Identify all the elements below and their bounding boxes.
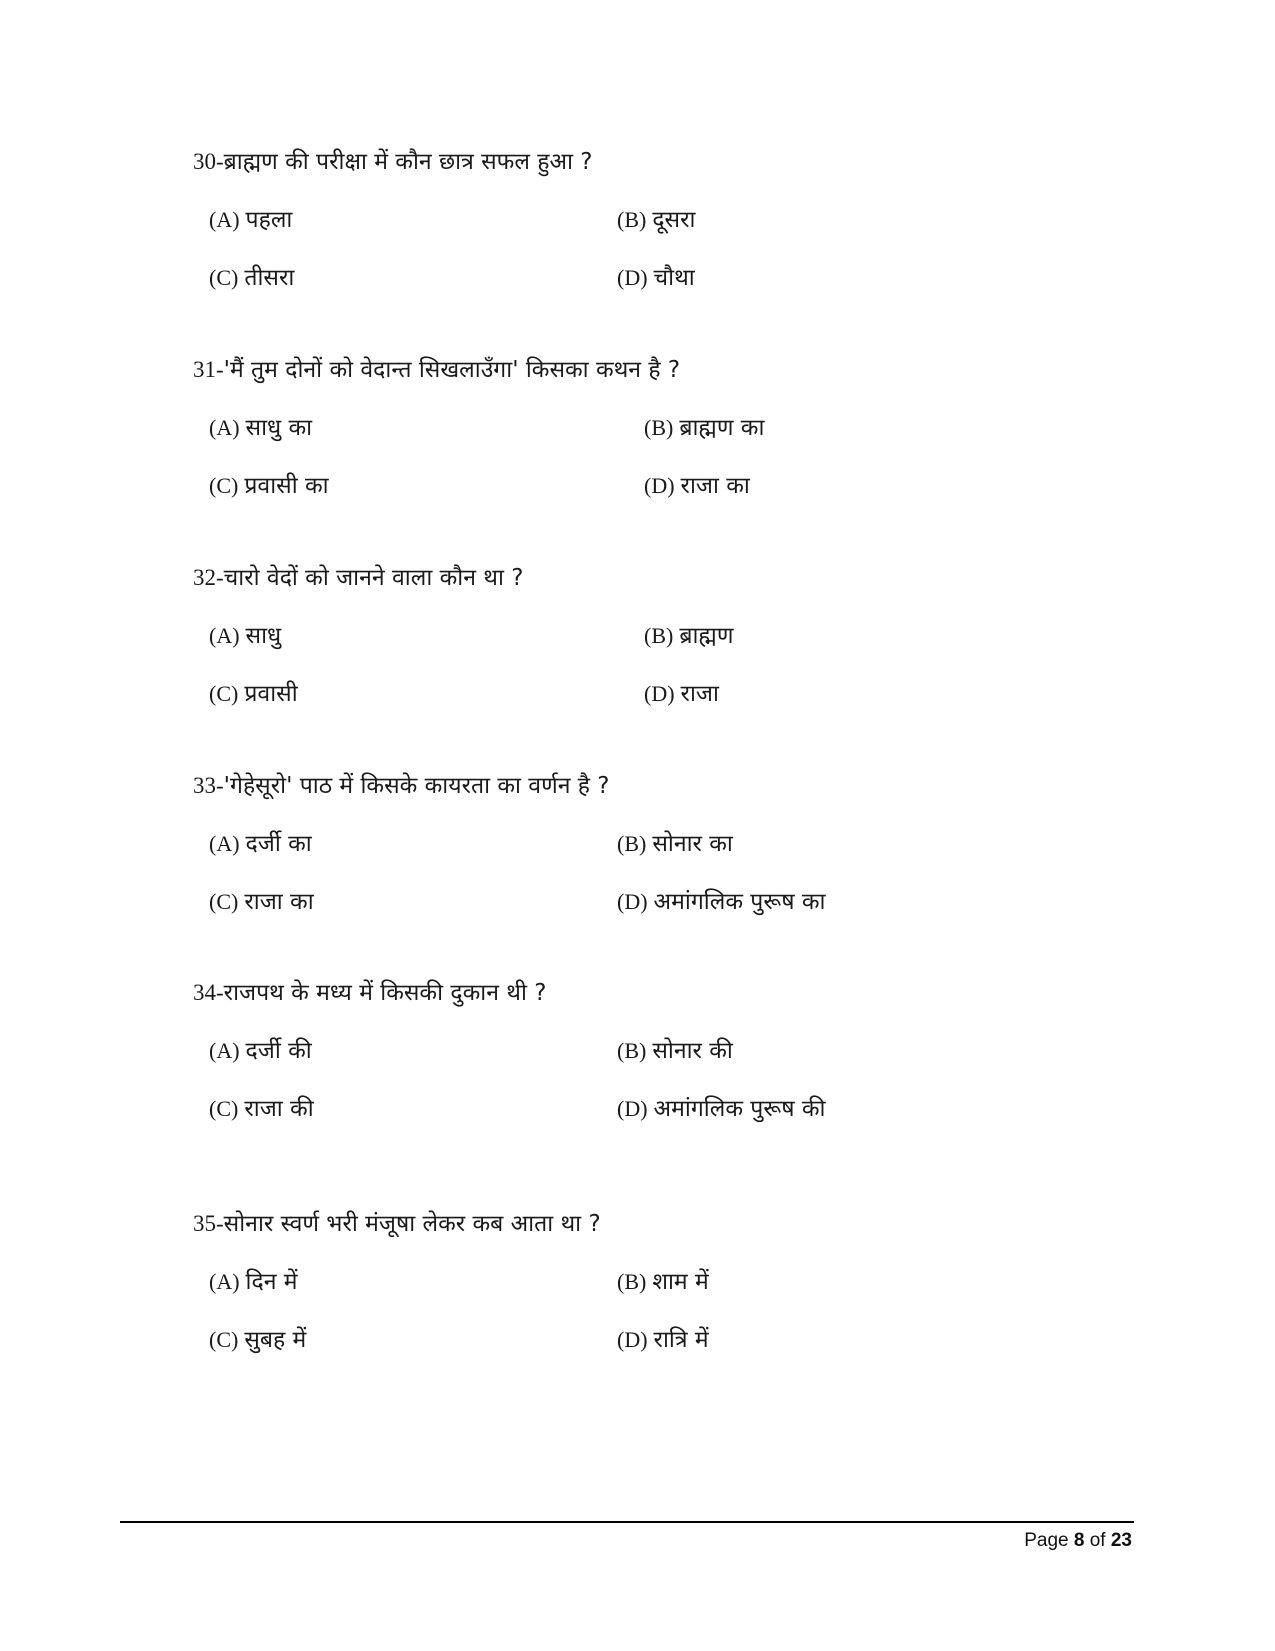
option-letter: (A) [209,207,240,232]
page-of: of [1089,1530,1106,1551]
question-stem: राजपथ के मध्य में किसकी दुकान थी ? [223,980,547,1006]
option-d [617,887,825,917]
option-d [644,679,719,709]
option-b [644,621,733,651]
option-text: प्रवासी [244,681,298,707]
question-text [193,563,523,593]
option-letter: (B) [644,415,674,440]
option-a [209,621,281,651]
option-d [617,1325,709,1355]
question-number: 30- [193,149,224,174]
question-stem: 'मैं तुम दोनों को वेदान्त सिखलाउँगा' किसका कथन है ? [223,357,681,383]
option-a [209,205,292,235]
question-number: 33- [193,773,224,798]
option-b [617,829,733,859]
option-text: शाम में [652,1269,709,1295]
option-letter: (B) [617,831,647,856]
option-text: दूसरा [652,207,696,233]
option-a [209,1036,312,1066]
option-letter: (D) [644,681,675,706]
option-letter: (C) [209,889,239,914]
option-letter: (A) [209,831,240,856]
question-stem: सोनार स्वर्ण भरी मंजूषा लेकर कब आता था ? [223,1211,601,1237]
option-letter: (A) [209,415,240,440]
question-text [193,771,610,801]
option-text: राजा की [244,1096,314,1122]
option-letter: (B) [644,623,674,648]
option-a [209,829,312,859]
current-page: 8 [1073,1530,1085,1551]
footer-divider [120,1521,1134,1523]
option-letter: (B) [617,1038,647,1063]
option-d [617,263,695,293]
option-letter: (C) [209,473,239,498]
option-text: राजा का [244,889,314,915]
option-text: दर्जी का [245,831,312,857]
option-letter: (C) [209,1327,239,1352]
page-label: Page [1024,1530,1069,1551]
option-text: साधु का [245,415,313,441]
option-letter: (A) [209,1269,240,1294]
option-text: सुबह में [244,1327,307,1353]
option-d [617,1094,825,1124]
option-text: दिन में [245,1269,298,1295]
option-text: ब्राह्मण का [679,415,765,441]
question-text [193,978,546,1008]
option-letter: (D) [617,1096,648,1121]
option-letter: (C) [209,681,239,706]
question-text [193,1209,601,1239]
option-text: अमांगलिक पुरूष की [653,1096,826,1122]
question-stem: 'गेहेसूरो' पाठ में किसके कायरता का वर्णन है ? [223,773,610,799]
option-letter: (D) [644,473,675,498]
question-number: 31- [193,357,224,382]
question-number: 34- [193,980,224,1005]
question-stem: ब्राह्मण की परीक्षा में कौन छात्र सफल हुआ ? [223,149,593,175]
option-b [617,205,695,235]
option-d [644,471,750,501]
option-text: सोनार की [652,1038,733,1064]
question-number: 35- [193,1211,224,1236]
option-c [209,1094,314,1124]
option-text: तीसरा [244,265,295,291]
option-letter: (B) [617,1269,647,1294]
option-c [209,1325,306,1355]
option-letter: (A) [209,623,240,648]
option-text: राजा [680,681,719,707]
option-text: अमांगलिक पुरूष का [653,889,826,915]
option-text: सोनार का [652,831,733,857]
option-c [209,679,298,709]
option-letter: (B) [617,207,647,232]
option-text: साधु [245,623,282,649]
option-letter: (D) [617,889,648,914]
option-text: रात्रि में [653,1327,709,1353]
option-b [617,1036,733,1066]
option-text: प्रवासी का [244,473,329,499]
question-number: 32- [193,565,224,590]
option-letter: (C) [209,265,239,290]
option-text: पहला [245,207,293,233]
question-text [193,355,680,385]
option-b [617,1267,709,1297]
question-text [193,147,593,177]
option-text: चौथा [653,265,695,291]
option-letter: (D) [617,265,648,290]
option-text: दर्जी की [245,1038,312,1064]
page-number [1012,1528,1132,1554]
option-letter: (D) [617,1327,648,1352]
option-text: राजा का [680,473,750,499]
option-c [209,887,314,917]
option-b [644,413,764,443]
option-a [209,1267,298,1297]
total-pages: 23 [1110,1530,1132,1551]
option-letter: (C) [209,1096,239,1121]
option-c [209,263,294,293]
option-letter: (A) [209,1038,240,1063]
question-stem: चारो वेदों को जानने वाला कौन था ? [223,565,524,591]
option-c [209,471,329,501]
option-text: ब्राह्मण [679,623,734,649]
option-a [209,413,312,443]
